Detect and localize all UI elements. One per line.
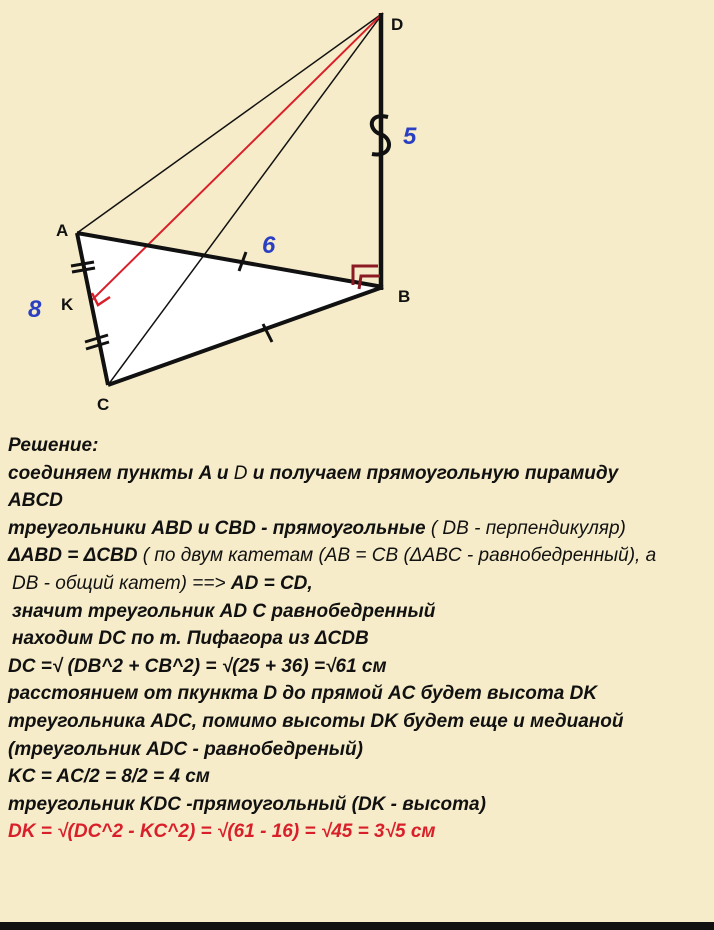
label-a: A [56, 221, 69, 240]
length-db: 5 [403, 123, 417, 150]
height-dk [90, 13, 383, 302]
solution-line-5: DB - общий катет) ==> AD = CD, [12, 572, 313, 594]
length-ab: 6 [262, 232, 276, 259]
length-ac: 8 [28, 296, 42, 323]
solution-line-7: находим DC по т. Пифагора из ΔCDB [12, 628, 369, 650]
solution-text [8, 432, 708, 846]
solution-line-12: KC = AC/2 = 8/2 = 4 см [8, 766, 210, 788]
solution-line-13: треугольник KDC -прямоугольный (DK - высота) [8, 793, 486, 815]
solution-line-3: треугольники ABD и CBD - прямоугольные ( DB - перпендикуляр) [8, 517, 626, 539]
solution-line-6: значит треугольник AD C равнобедренный [12, 600, 436, 622]
solution-title: Решение: [8, 435, 99, 456]
solution-line-4: ΔABD = ΔCBD ( по двум катетам (AB = CB (ΔABC - равнобедренный), а [8, 545, 657, 567]
edge-ad [77, 13, 383, 233]
pyramid-diagram [0, 0, 714, 420]
label-b: B [398, 287, 411, 306]
label-k: K [61, 295, 74, 314]
label-d: D [391, 15, 404, 34]
base-triangle-abc [77, 233, 383, 385]
solution-line-11: (треугольник ADC - равнобедреный) [8, 738, 363, 760]
solution-line-1: соединяем пункты A и D и получаем прямоугольную пирамиду [8, 462, 619, 484]
bottom-border [0, 922, 714, 930]
solution-answer: DK = √(DC^2 - KC^2) = √(61 - 16) = √45 = 3√5 см [8, 821, 436, 843]
solution-line-9: расстоянием от пкункта D до прямой AC будет высота DK [8, 683, 598, 705]
solution-line-2: ABCD [8, 490, 63, 512]
label-c: C [97, 395, 110, 414]
solution-line-8: DC =√ (DB^2 + CB^2) = √(25 + 36) =√61 см [8, 655, 387, 677]
solution-line-10: треугольника ADC, помимо высоты DK будет еще и медианой [8, 710, 624, 732]
